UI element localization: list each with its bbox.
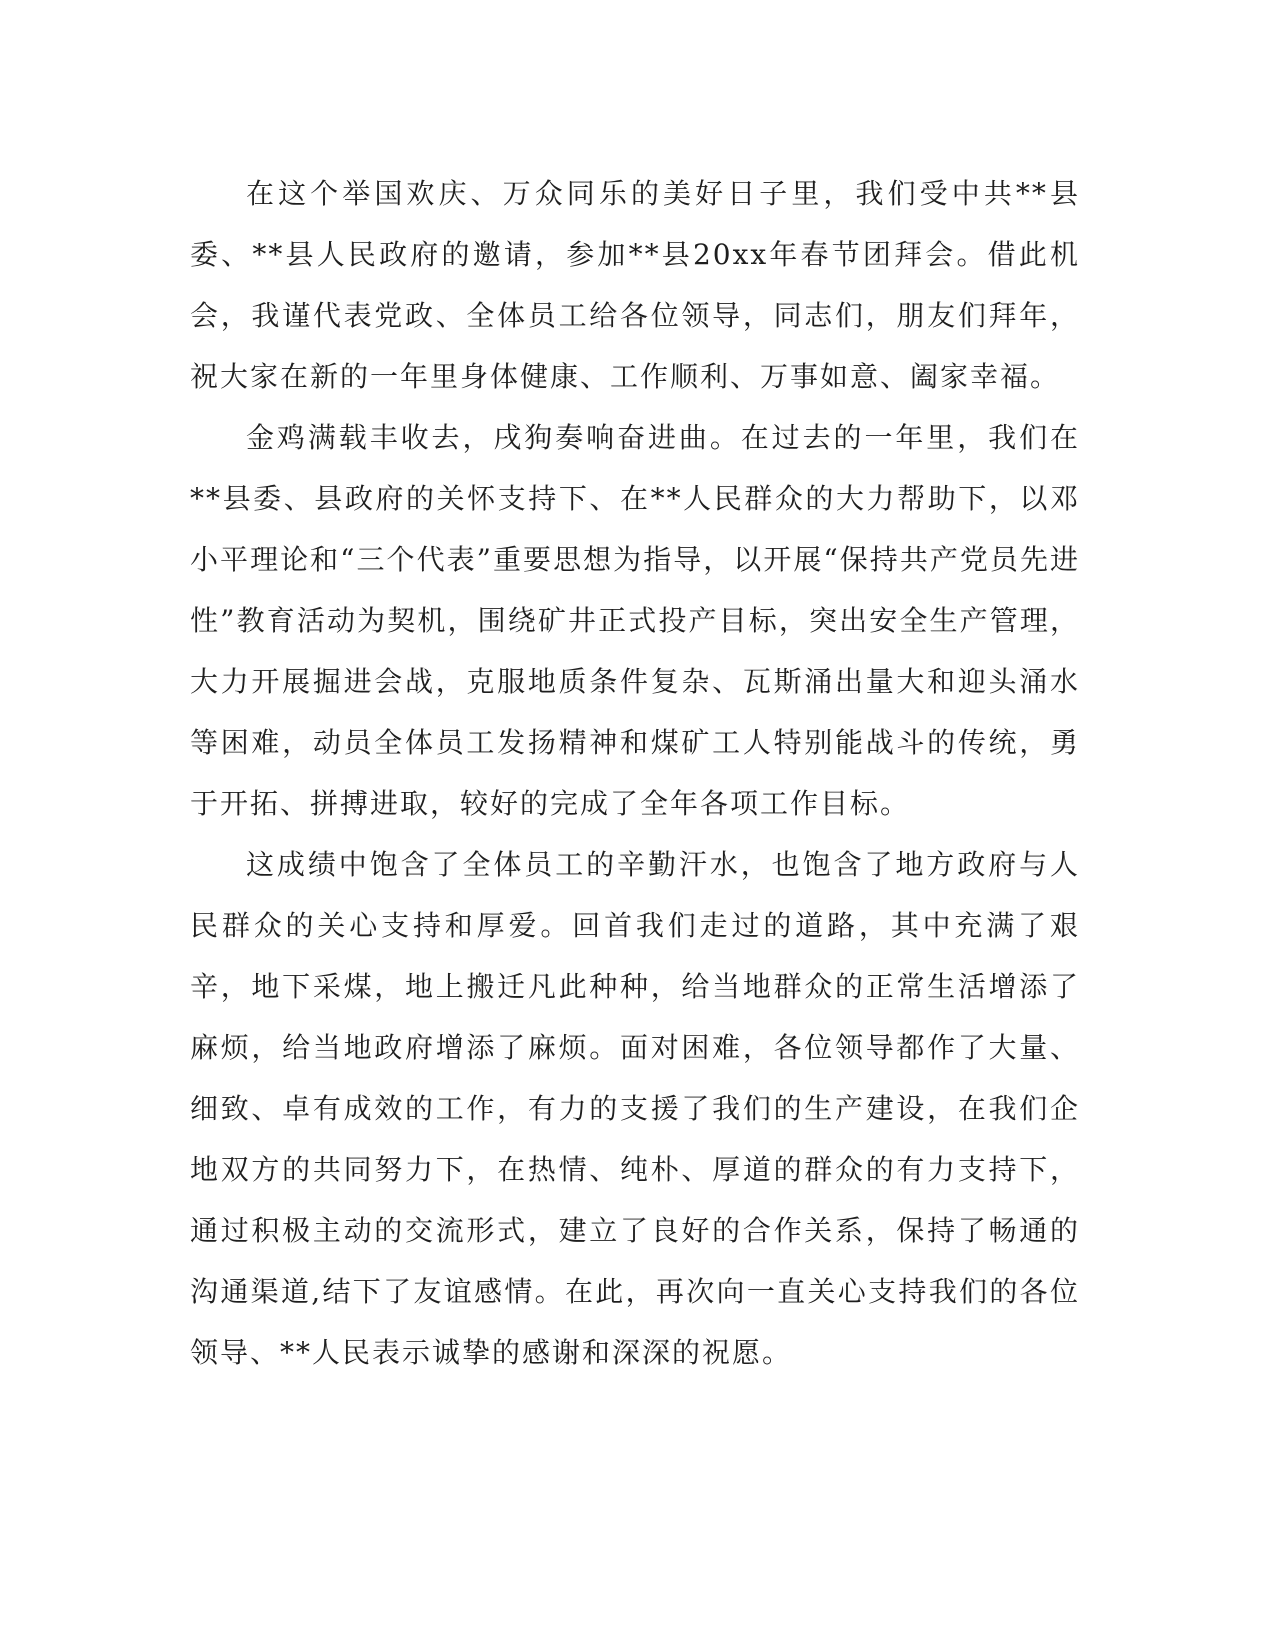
paragraph-1: 在这个举国欢庆、万众同乐的美好日子里，我们受中共**县委、**县人民政府的邀请，参加**县20xx年春节团拜会。借此机会，我谨代表党政、全体员工给各位领导，同志们，朋友们拜年，祝大家在新的一年里身体健康、工作顺利、万事如意、阖家幸福。 [190, 177, 1080, 393]
paragraph-2: 金鸡满载丰收去，戌狗奏响奋进曲。在过去的一年里，我们在**县委、县政府的关怀支持下、在**人民群众的大力帮助下，以邓小平理论和“三个代表”重要思想为指导，以开展“保持共产党员先进性”教育活动为契机，围绕矿井正式投产目标，突出安全生产管理，大力开展掘进会战，克服地质条件复杂、瓦斯涌出量大和迎头涌水等困难，动员全体员工发扬精神和煤矿工人特别能战斗的传统，勇于开拓、拼搏进取，较好的完成了全年各项工作目标。 [190, 421, 1080, 820]
paragraph-3: 这成绩中饱含了全体员工的辛勤汗水，也饱含了地方政府与人民群众的关心支持和厚爱。回首我们走过的道路，其中充满了艰辛，地下采煤，地上搬迁凡此种种，给当地群众的正常生活增添了麻烦，给当地政府增添了麻烦。面对困难，各位领导都作了大量、细致、卓有成效的工作，有力的支援了我们的生产建设，在我们企地双方的共同努力下，在热情、纯朴、厚道的群众的有力支持下，通过积极主动的交流形式，建立了良好的合作关系，保持了畅通的沟通渠道,结下了友谊感情。在此，再次向一直关心支持我们的各位领导、**人民表示诚挚的感谢和深深的祝愿。 [190, 848, 1080, 1369]
document-body [190, 163, 1080, 1383]
